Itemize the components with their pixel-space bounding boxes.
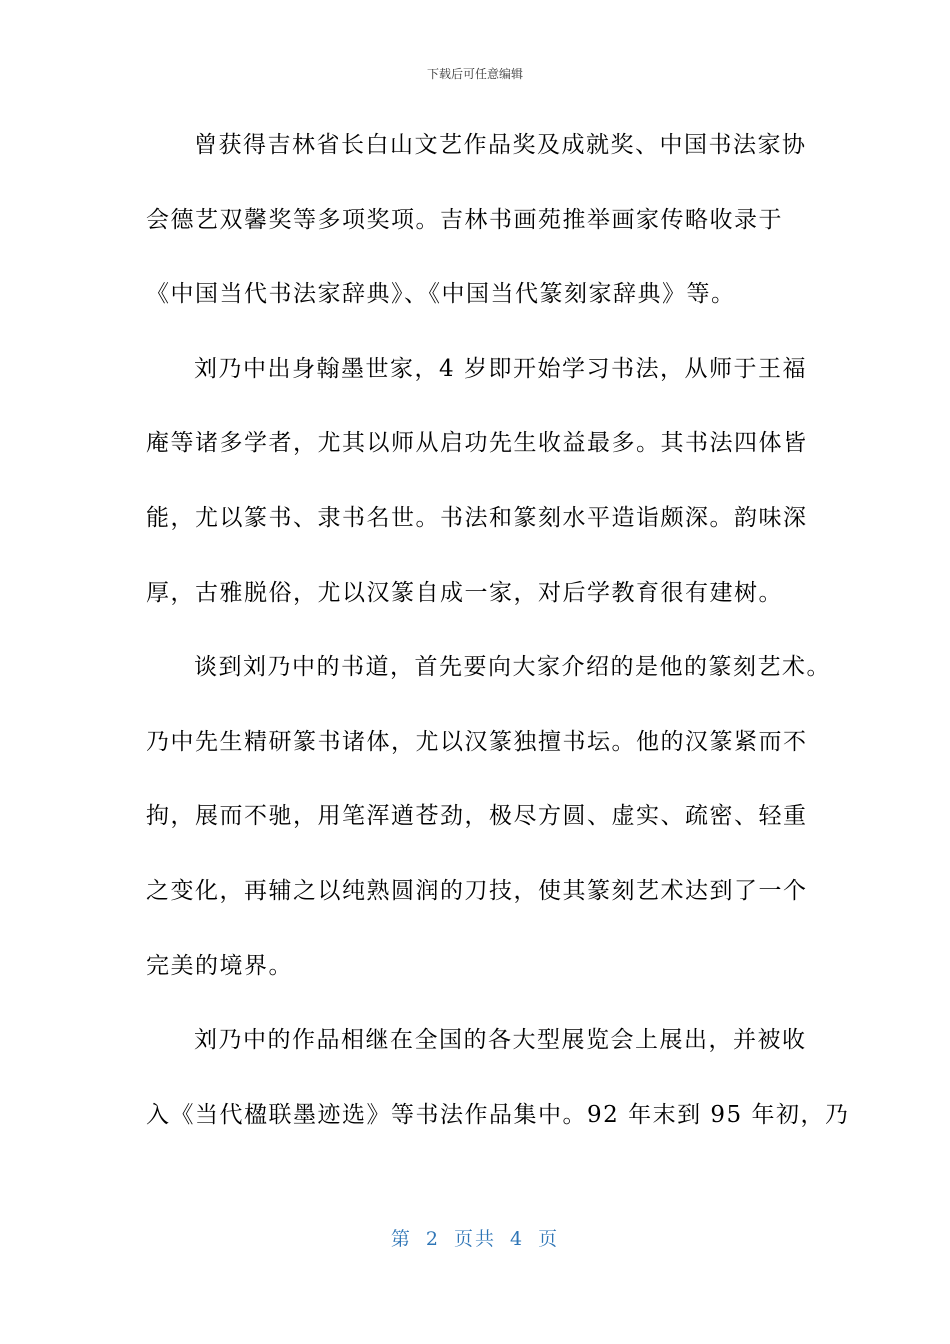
text-line: 谈到刘乃中的书道，首先要向大家介绍的是他的篆刻艺术。 [194, 654, 831, 681]
text-line: 能，尤以篆书、隶书名世。书法和篆刻水平造诣颇深。韵味深 [146, 504, 808, 531]
text-line: 完美的境界。 [146, 952, 293, 979]
text-line: 会德艺双馨奖等多项奖项。吉林书画苑推举画家传略收录于 [146, 206, 783, 233]
text-line: 拘，展而不驰，用笔浑遒苍劲，极尽方圆、虚实、疏密、轻重 [146, 803, 808, 830]
page-header: 下载后可任意编辑 [426, 67, 523, 81]
text-line: 刘乃中的作品相继在全国的各大型展览会上展出，并被收 [194, 1027, 807, 1054]
text-line: 庵等诸多学者，尤其以师从启功先生收益最多。其书法四体皆 [146, 430, 808, 457]
text-line: 《中国当代书法家辞典》、《中国当代篆刻家辞典》等。 [146, 281, 736, 308]
document-body [146, 122, 850, 1166]
text-line: 厚，古雅脱俗，尤以汉篆自成一家，对后学教育很有建树。 [146, 579, 783, 606]
text-line: 入《当代楹联墨迹选》等书法作品集中。92 年末到 95 年初，乃 [146, 1101, 850, 1128]
text-line: 刘乃中出身翰墨世家，4 岁即开始学习书法，从师于王福 [194, 355, 807, 382]
text-line: 乃中先生精研篆书诸体，尤以汉篆独擅书坛。他的汉篆紧而不 [146, 728, 808, 755]
text-line: 曾获得吉林省长白山文艺作品奖及成就奖、中国书法家协 [194, 132, 807, 158]
page-number-footer: 第 2 页共 4 页 [390, 1228, 560, 1250]
text-line: 之变化，再辅之以纯熟圆润的刀技，使其篆刻艺术达到了一个 [146, 877, 808, 904]
